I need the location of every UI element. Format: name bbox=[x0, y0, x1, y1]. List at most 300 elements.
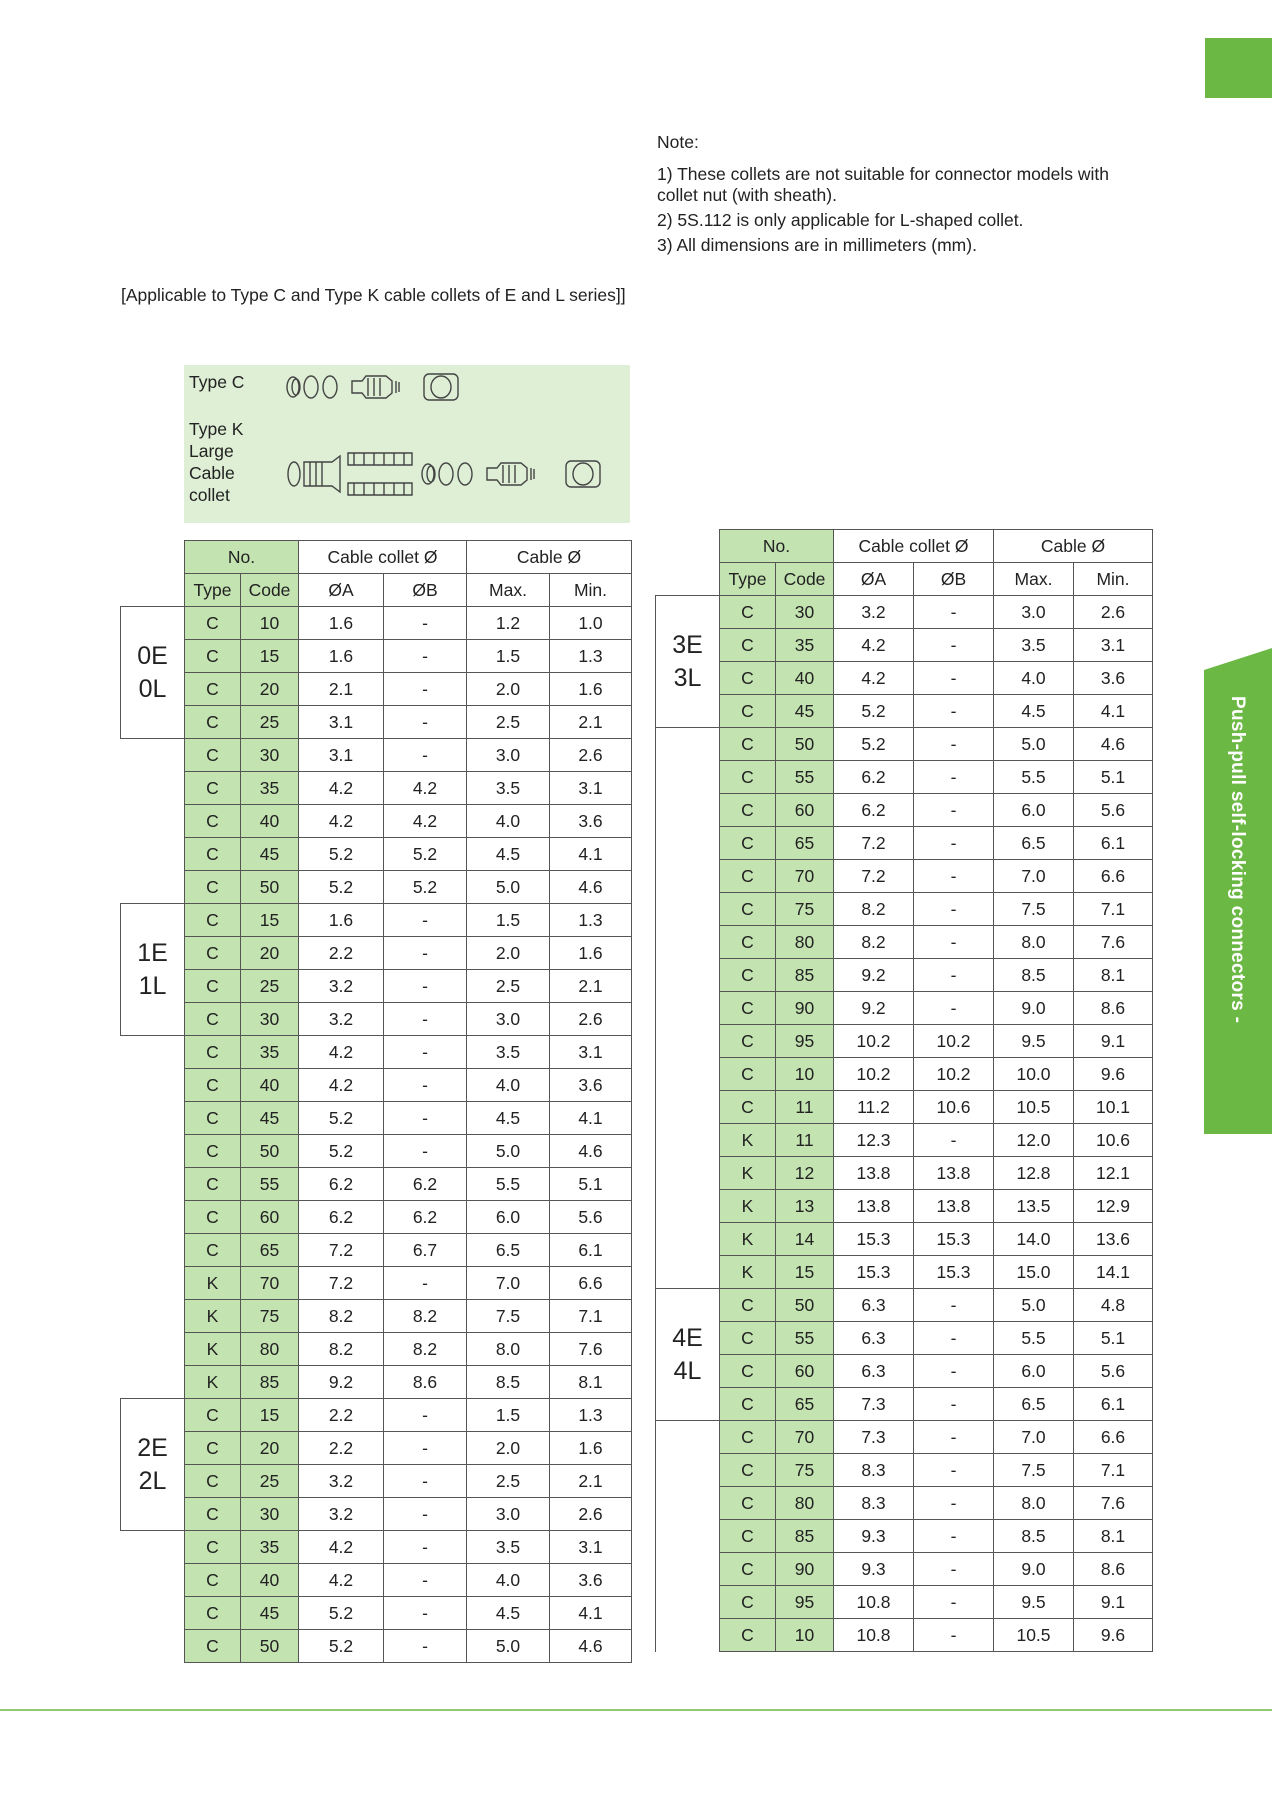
cell-code: 10 bbox=[776, 1619, 834, 1652]
cell-type: K bbox=[185, 1333, 241, 1366]
cell-type: C bbox=[185, 970, 241, 1003]
cell-code: 35 bbox=[241, 772, 299, 805]
table-row bbox=[656, 596, 1153, 629]
cell-a: 4.2 bbox=[834, 629, 914, 662]
cell-min: 2.1 bbox=[550, 970, 632, 1003]
table-row bbox=[121, 1036, 632, 1069]
cell-type: C bbox=[720, 1421, 776, 1454]
cell-a: 6.3 bbox=[834, 1355, 914, 1388]
cell-max: 7.0 bbox=[994, 1421, 1074, 1454]
cell-max: 14.0 bbox=[994, 1223, 1074, 1256]
cell-max: 10.0 bbox=[994, 1058, 1074, 1091]
cell-type: K bbox=[720, 1223, 776, 1256]
cell-b: 13.8 bbox=[914, 1157, 994, 1190]
cell-min: 4.6 bbox=[550, 1630, 632, 1663]
cell-min: 2.1 bbox=[550, 1465, 632, 1498]
cell-min: 7.1 bbox=[1074, 893, 1153, 926]
cell-a: 7.2 bbox=[834, 860, 914, 893]
cell-a: 4.2 bbox=[299, 1564, 384, 1597]
cell-a: 3.2 bbox=[299, 970, 384, 1003]
cell-min: 8.1 bbox=[1074, 959, 1153, 992]
table-row bbox=[656, 1421, 1153, 1454]
cell-type: K bbox=[720, 1256, 776, 1289]
type-legend-box bbox=[184, 365, 630, 523]
cell-code: 50 bbox=[241, 1135, 299, 1168]
cell-min: 9.1 bbox=[1074, 1025, 1153, 1058]
cell-a: 13.8 bbox=[834, 1190, 914, 1223]
cell-min: 4.1 bbox=[550, 838, 632, 871]
cell-a: 15.3 bbox=[834, 1256, 914, 1289]
table-row bbox=[656, 728, 1153, 761]
cell-type: C bbox=[720, 1322, 776, 1355]
cell-code: 35 bbox=[776, 629, 834, 662]
series-label-line: 2L bbox=[138, 1466, 167, 1495]
cell-code: 13 bbox=[776, 1190, 834, 1223]
table-row bbox=[121, 673, 632, 706]
cell-code: 20 bbox=[241, 1432, 299, 1465]
table-row bbox=[121, 640, 632, 673]
table-row bbox=[656, 1388, 1153, 1421]
cell-b: 15.3 bbox=[914, 1256, 994, 1289]
cell-type: C bbox=[720, 1355, 776, 1388]
cell-type: K bbox=[720, 1190, 776, 1223]
series-label bbox=[656, 596, 720, 728]
header-row bbox=[121, 541, 632, 574]
cell-code: 65 bbox=[776, 827, 834, 860]
cell-type: C bbox=[720, 1454, 776, 1487]
type-c-label: Type C bbox=[189, 372, 245, 392]
cell-a: 6.2 bbox=[834, 794, 914, 827]
cell-min: 12.1 bbox=[1074, 1157, 1153, 1190]
table-row bbox=[656, 794, 1153, 827]
cell-max: 3.0 bbox=[467, 1498, 550, 1531]
cell-type: C bbox=[185, 1630, 241, 1663]
footer-line bbox=[0, 1709, 1272, 1711]
cell-min: 14.1 bbox=[1074, 1256, 1153, 1289]
header-a: ØA bbox=[299, 574, 384, 607]
cell-max: 5.0 bbox=[467, 1135, 550, 1168]
cell-type: C bbox=[720, 1619, 776, 1652]
cell-min: 7.1 bbox=[1074, 1454, 1153, 1487]
cell-a: 9.2 bbox=[834, 992, 914, 1025]
right-collet-table bbox=[655, 529, 1153, 1652]
table-row bbox=[121, 838, 632, 871]
cell-type: C bbox=[185, 937, 241, 970]
header-type: Type bbox=[185, 574, 241, 607]
cell-a: 7.2 bbox=[834, 827, 914, 860]
cell-type: C bbox=[185, 739, 241, 772]
cell-code: 35 bbox=[241, 1036, 299, 1069]
table-row bbox=[121, 1102, 632, 1135]
cell-type: C bbox=[185, 904, 241, 937]
header-b: ØB bbox=[384, 574, 467, 607]
cell-a: 8.3 bbox=[834, 1487, 914, 1520]
cell-a: 8.2 bbox=[834, 893, 914, 926]
cell-code: 75 bbox=[776, 893, 834, 926]
cell-code: 15 bbox=[241, 640, 299, 673]
cell-type: C bbox=[185, 673, 241, 706]
cell-b: - bbox=[914, 1355, 994, 1388]
cell-max: 2.0 bbox=[467, 673, 550, 706]
cell-type: K bbox=[185, 1366, 241, 1399]
cell-a: 5.2 bbox=[299, 1630, 384, 1663]
cell-type: K bbox=[720, 1157, 776, 1190]
table-row bbox=[656, 1157, 1153, 1190]
cell-b: - bbox=[914, 1619, 994, 1652]
cell-b: - bbox=[384, 1498, 467, 1531]
cell-a: 3.1 bbox=[299, 739, 384, 772]
header-b: ØB bbox=[914, 563, 994, 596]
cell-code: 60 bbox=[776, 794, 834, 827]
cell-min: 8.6 bbox=[1074, 1553, 1153, 1586]
series-label-line: 3E bbox=[672, 630, 703, 659]
cell-a: 3.2 bbox=[834, 596, 914, 629]
cell-min: 9.6 bbox=[1074, 1619, 1153, 1652]
header-row bbox=[656, 530, 1153, 563]
cell-type: C bbox=[720, 728, 776, 761]
cell-type: K bbox=[185, 1267, 241, 1300]
header-row bbox=[656, 563, 1153, 596]
cell-a: 4.2 bbox=[299, 772, 384, 805]
cell-max: 7.5 bbox=[994, 893, 1074, 926]
cell-code: 95 bbox=[776, 1586, 834, 1619]
series-label-line: 2E bbox=[137, 1433, 168, 1462]
cell-max: 6.0 bbox=[467, 1201, 550, 1234]
cell-a: 6.2 bbox=[299, 1201, 384, 1234]
cell-code: 15 bbox=[776, 1256, 834, 1289]
header-spacer bbox=[656, 563, 720, 596]
cell-code: 55 bbox=[776, 1322, 834, 1355]
cell-type: C bbox=[185, 1531, 241, 1564]
cell-type: C bbox=[185, 1201, 241, 1234]
cell-type: C bbox=[185, 1135, 241, 1168]
cell-code: 45 bbox=[776, 695, 834, 728]
cell-min: 2.6 bbox=[550, 1498, 632, 1531]
cell-b: - bbox=[914, 992, 994, 1025]
cell-a: 11.2 bbox=[834, 1091, 914, 1124]
cell-a: 4.2 bbox=[299, 1069, 384, 1102]
cell-max: 8.0 bbox=[467, 1333, 550, 1366]
cell-min: 9.6 bbox=[1074, 1058, 1153, 1091]
cell-max: 5.0 bbox=[994, 728, 1074, 761]
cell-type: C bbox=[185, 1465, 241, 1498]
table-row bbox=[121, 607, 632, 640]
cell-b: - bbox=[384, 1267, 467, 1300]
cell-max: 4.5 bbox=[467, 838, 550, 871]
cell-max: 6.0 bbox=[994, 1355, 1074, 1388]
series-label-empty bbox=[121, 739, 185, 904]
cell-a: 8.2 bbox=[299, 1300, 384, 1333]
series-label-empty bbox=[121, 1531, 185, 1663]
cell-b: - bbox=[384, 1399, 467, 1432]
header-type: Type bbox=[720, 563, 776, 596]
cell-min: 7.6 bbox=[1074, 926, 1153, 959]
cell-max: 2.0 bbox=[467, 1432, 550, 1465]
right-table-body bbox=[656, 530, 1153, 1652]
cell-b: - bbox=[384, 1531, 467, 1564]
cell-a: 1.6 bbox=[299, 607, 384, 640]
cell-b: - bbox=[384, 706, 467, 739]
cell-min: 1.6 bbox=[550, 937, 632, 970]
cell-type: C bbox=[720, 1091, 776, 1124]
header-spacer bbox=[656, 530, 720, 563]
cell-type: C bbox=[720, 1289, 776, 1322]
header-spacer bbox=[121, 541, 185, 574]
table-row bbox=[656, 1124, 1153, 1157]
cell-min: 4.6 bbox=[550, 1135, 632, 1168]
cell-b: - bbox=[384, 739, 467, 772]
cell-min: 12.9 bbox=[1074, 1190, 1153, 1223]
table-row bbox=[121, 706, 632, 739]
cell-code: 80 bbox=[776, 926, 834, 959]
cell-b: - bbox=[914, 827, 994, 860]
cell-max: 4.5 bbox=[467, 1102, 550, 1135]
cell-code: 30 bbox=[241, 739, 299, 772]
cell-min: 4.8 bbox=[1074, 1289, 1153, 1322]
cell-min: 2.1 bbox=[550, 706, 632, 739]
cell-b: - bbox=[914, 1487, 994, 1520]
cell-code: 95 bbox=[776, 1025, 834, 1058]
table-row bbox=[656, 893, 1153, 926]
cell-b: - bbox=[384, 640, 467, 673]
cell-code: 70 bbox=[241, 1267, 299, 1300]
table-row bbox=[121, 1564, 632, 1597]
cell-code: 75 bbox=[776, 1454, 834, 1487]
cell-a: 8.2 bbox=[299, 1333, 384, 1366]
table-row bbox=[121, 1003, 632, 1036]
cell-max: 1.2 bbox=[467, 607, 550, 640]
cell-a: 3.1 bbox=[299, 706, 384, 739]
cell-b: 5.2 bbox=[384, 838, 467, 871]
table-row bbox=[121, 1234, 632, 1267]
table-row bbox=[121, 1465, 632, 1498]
cell-b: 8.6 bbox=[384, 1366, 467, 1399]
cell-min: 1.3 bbox=[550, 640, 632, 673]
cell-type: C bbox=[185, 1597, 241, 1630]
cell-b: - bbox=[914, 662, 994, 695]
header-code: Code bbox=[241, 574, 299, 607]
cell-code: 55 bbox=[776, 761, 834, 794]
cell-type: C bbox=[720, 629, 776, 662]
cell-code: 70 bbox=[776, 1421, 834, 1454]
table-row bbox=[121, 1498, 632, 1531]
cell-max: 5.0 bbox=[467, 871, 550, 904]
cell-max: 9.5 bbox=[994, 1025, 1074, 1058]
table-row bbox=[656, 1322, 1153, 1355]
header-code: Code bbox=[776, 563, 834, 596]
cell-type: C bbox=[185, 1399, 241, 1432]
cell-a: 6.3 bbox=[834, 1289, 914, 1322]
cell-max: 3.5 bbox=[467, 1531, 550, 1564]
cell-min: 4.1 bbox=[550, 1597, 632, 1630]
cell-type: C bbox=[720, 926, 776, 959]
cell-a: 12.3 bbox=[834, 1124, 914, 1157]
cell-a: 8.2 bbox=[834, 926, 914, 959]
cell-max: 12.8 bbox=[994, 1157, 1074, 1190]
cell-b: - bbox=[384, 1135, 467, 1168]
cell-b: - bbox=[384, 1003, 467, 1036]
cell-a: 5.2 bbox=[299, 1135, 384, 1168]
cell-type: C bbox=[720, 596, 776, 629]
note-item: 3) All dimensions are in millimeters (mm). bbox=[657, 235, 977, 255]
cell-b: - bbox=[914, 695, 994, 728]
cell-code: 40 bbox=[776, 662, 834, 695]
cell-a: 4.2 bbox=[299, 1036, 384, 1069]
cell-min: 1.0 bbox=[550, 607, 632, 640]
cell-code: 15 bbox=[241, 904, 299, 937]
cell-max: 8.5 bbox=[467, 1366, 550, 1399]
cell-min: 6.1 bbox=[1074, 827, 1153, 860]
cell-b: 6.2 bbox=[384, 1201, 467, 1234]
cell-max: 6.5 bbox=[994, 827, 1074, 860]
cell-a: 10.2 bbox=[834, 1058, 914, 1091]
cell-b: 10.6 bbox=[914, 1091, 994, 1124]
table-row bbox=[121, 772, 632, 805]
cell-b: 10.2 bbox=[914, 1058, 994, 1091]
cell-max: 2.0 bbox=[467, 937, 550, 970]
cell-a: 7.2 bbox=[299, 1267, 384, 1300]
cell-min: 3.6 bbox=[550, 805, 632, 838]
cell-code: 30 bbox=[241, 1498, 299, 1531]
table-row bbox=[656, 695, 1153, 728]
cell-min: 4.1 bbox=[550, 1102, 632, 1135]
cell-code: 75 bbox=[241, 1300, 299, 1333]
cell-type: C bbox=[185, 1102, 241, 1135]
cell-code: 10 bbox=[776, 1058, 834, 1091]
cell-min: 6.6 bbox=[1074, 1421, 1153, 1454]
table-row bbox=[656, 1289, 1153, 1322]
table-row bbox=[121, 1399, 632, 1432]
cell-b: - bbox=[384, 1069, 467, 1102]
cell-a: 10.2 bbox=[834, 1025, 914, 1058]
table-row bbox=[121, 1630, 632, 1663]
cell-max: 3.0 bbox=[994, 596, 1074, 629]
cell-min: 2.6 bbox=[1074, 596, 1153, 629]
cell-min: 3.6 bbox=[550, 1564, 632, 1597]
cell-code: 35 bbox=[241, 1531, 299, 1564]
cell-a: 2.2 bbox=[299, 1399, 384, 1432]
cell-type: C bbox=[185, 1003, 241, 1036]
cell-b: - bbox=[914, 728, 994, 761]
cell-type: C bbox=[185, 1564, 241, 1597]
cell-code: 85 bbox=[776, 1520, 834, 1553]
series-label-line: 4E bbox=[672, 1323, 703, 1352]
cell-type: C bbox=[185, 640, 241, 673]
cell-a: 7.3 bbox=[834, 1388, 914, 1421]
cell-type: C bbox=[720, 992, 776, 1025]
cell-b: - bbox=[914, 1421, 994, 1454]
table-row bbox=[121, 1333, 632, 1366]
cell-b: - bbox=[914, 1322, 994, 1355]
table-row bbox=[121, 937, 632, 970]
cell-min: 3.1 bbox=[1074, 629, 1153, 662]
note-title: Note: bbox=[657, 132, 699, 152]
cell-a: 6.2 bbox=[299, 1168, 384, 1201]
cell-max: 4.5 bbox=[994, 695, 1074, 728]
cell-max: 10.5 bbox=[994, 1091, 1074, 1124]
cell-max: 6.5 bbox=[467, 1234, 550, 1267]
series-label bbox=[656, 1289, 720, 1421]
cell-a: 2.1 bbox=[299, 673, 384, 706]
cell-a: 2.2 bbox=[299, 937, 384, 970]
series-label-empty bbox=[121, 1036, 185, 1399]
table-row bbox=[121, 1267, 632, 1300]
cell-max: 7.0 bbox=[467, 1267, 550, 1300]
table-row bbox=[121, 1597, 632, 1630]
table-row bbox=[121, 1300, 632, 1333]
cell-max: 1.5 bbox=[467, 1399, 550, 1432]
cell-code: 70 bbox=[776, 860, 834, 893]
cell-b: - bbox=[384, 970, 467, 1003]
cell-min: 3.6 bbox=[1074, 662, 1153, 695]
cell-min: 1.3 bbox=[550, 1399, 632, 1432]
cell-max: 9.5 bbox=[994, 1586, 1074, 1619]
cell-b: 8.2 bbox=[384, 1300, 467, 1333]
cell-max: 12.0 bbox=[994, 1124, 1074, 1157]
cell-code: 25 bbox=[241, 706, 299, 739]
cell-type: C bbox=[185, 1234, 241, 1267]
cell-type: C bbox=[720, 1058, 776, 1091]
cell-b: - bbox=[914, 1124, 994, 1157]
cell-type: C bbox=[720, 695, 776, 728]
cell-max: 4.0 bbox=[467, 805, 550, 838]
cell-b: - bbox=[384, 904, 467, 937]
cell-b: 8.2 bbox=[384, 1333, 467, 1366]
cell-min: 7.6 bbox=[1074, 1487, 1153, 1520]
table-row bbox=[656, 959, 1153, 992]
table-row bbox=[656, 629, 1153, 662]
cell-type: K bbox=[185, 1300, 241, 1333]
cell-b: - bbox=[914, 860, 994, 893]
cell-min: 6.1 bbox=[550, 1234, 632, 1267]
cell-max: 3.0 bbox=[467, 739, 550, 772]
cell-min: 1.3 bbox=[550, 904, 632, 937]
cell-max: 4.0 bbox=[994, 662, 1074, 695]
cell-code: 60 bbox=[241, 1201, 299, 1234]
table-row bbox=[656, 1058, 1153, 1091]
table-row bbox=[656, 1223, 1153, 1256]
table-row bbox=[121, 1135, 632, 1168]
cell-code: 90 bbox=[776, 992, 834, 1025]
cell-b: - bbox=[914, 794, 994, 827]
cell-b: - bbox=[384, 937, 467, 970]
cell-code: 45 bbox=[241, 1597, 299, 1630]
table-row bbox=[656, 1256, 1153, 1289]
cell-code: 40 bbox=[241, 1564, 299, 1597]
cell-code: 50 bbox=[241, 1630, 299, 1663]
cell-min: 4.6 bbox=[550, 871, 632, 904]
header-a: ØA bbox=[834, 563, 914, 596]
table-row bbox=[121, 1432, 632, 1465]
cell-b: - bbox=[914, 926, 994, 959]
series-label bbox=[121, 607, 185, 739]
cell-type: C bbox=[720, 959, 776, 992]
cell-max: 8.0 bbox=[994, 926, 1074, 959]
cell-code: 20 bbox=[241, 673, 299, 706]
cell-max: 3.5 bbox=[467, 1036, 550, 1069]
series-label-line: 4L bbox=[673, 1356, 702, 1385]
cell-max: 8.5 bbox=[994, 1520, 1074, 1553]
cell-code: 11 bbox=[776, 1124, 834, 1157]
cell-b: - bbox=[384, 673, 467, 706]
cell-b: 5.2 bbox=[384, 871, 467, 904]
cell-min: 4.1 bbox=[1074, 695, 1153, 728]
cell-type: C bbox=[185, 706, 241, 739]
cell-max: 3.0 bbox=[467, 1003, 550, 1036]
cell-max: 3.5 bbox=[467, 772, 550, 805]
cell-max: 6.0 bbox=[994, 794, 1074, 827]
cell-code: 60 bbox=[776, 1355, 834, 1388]
